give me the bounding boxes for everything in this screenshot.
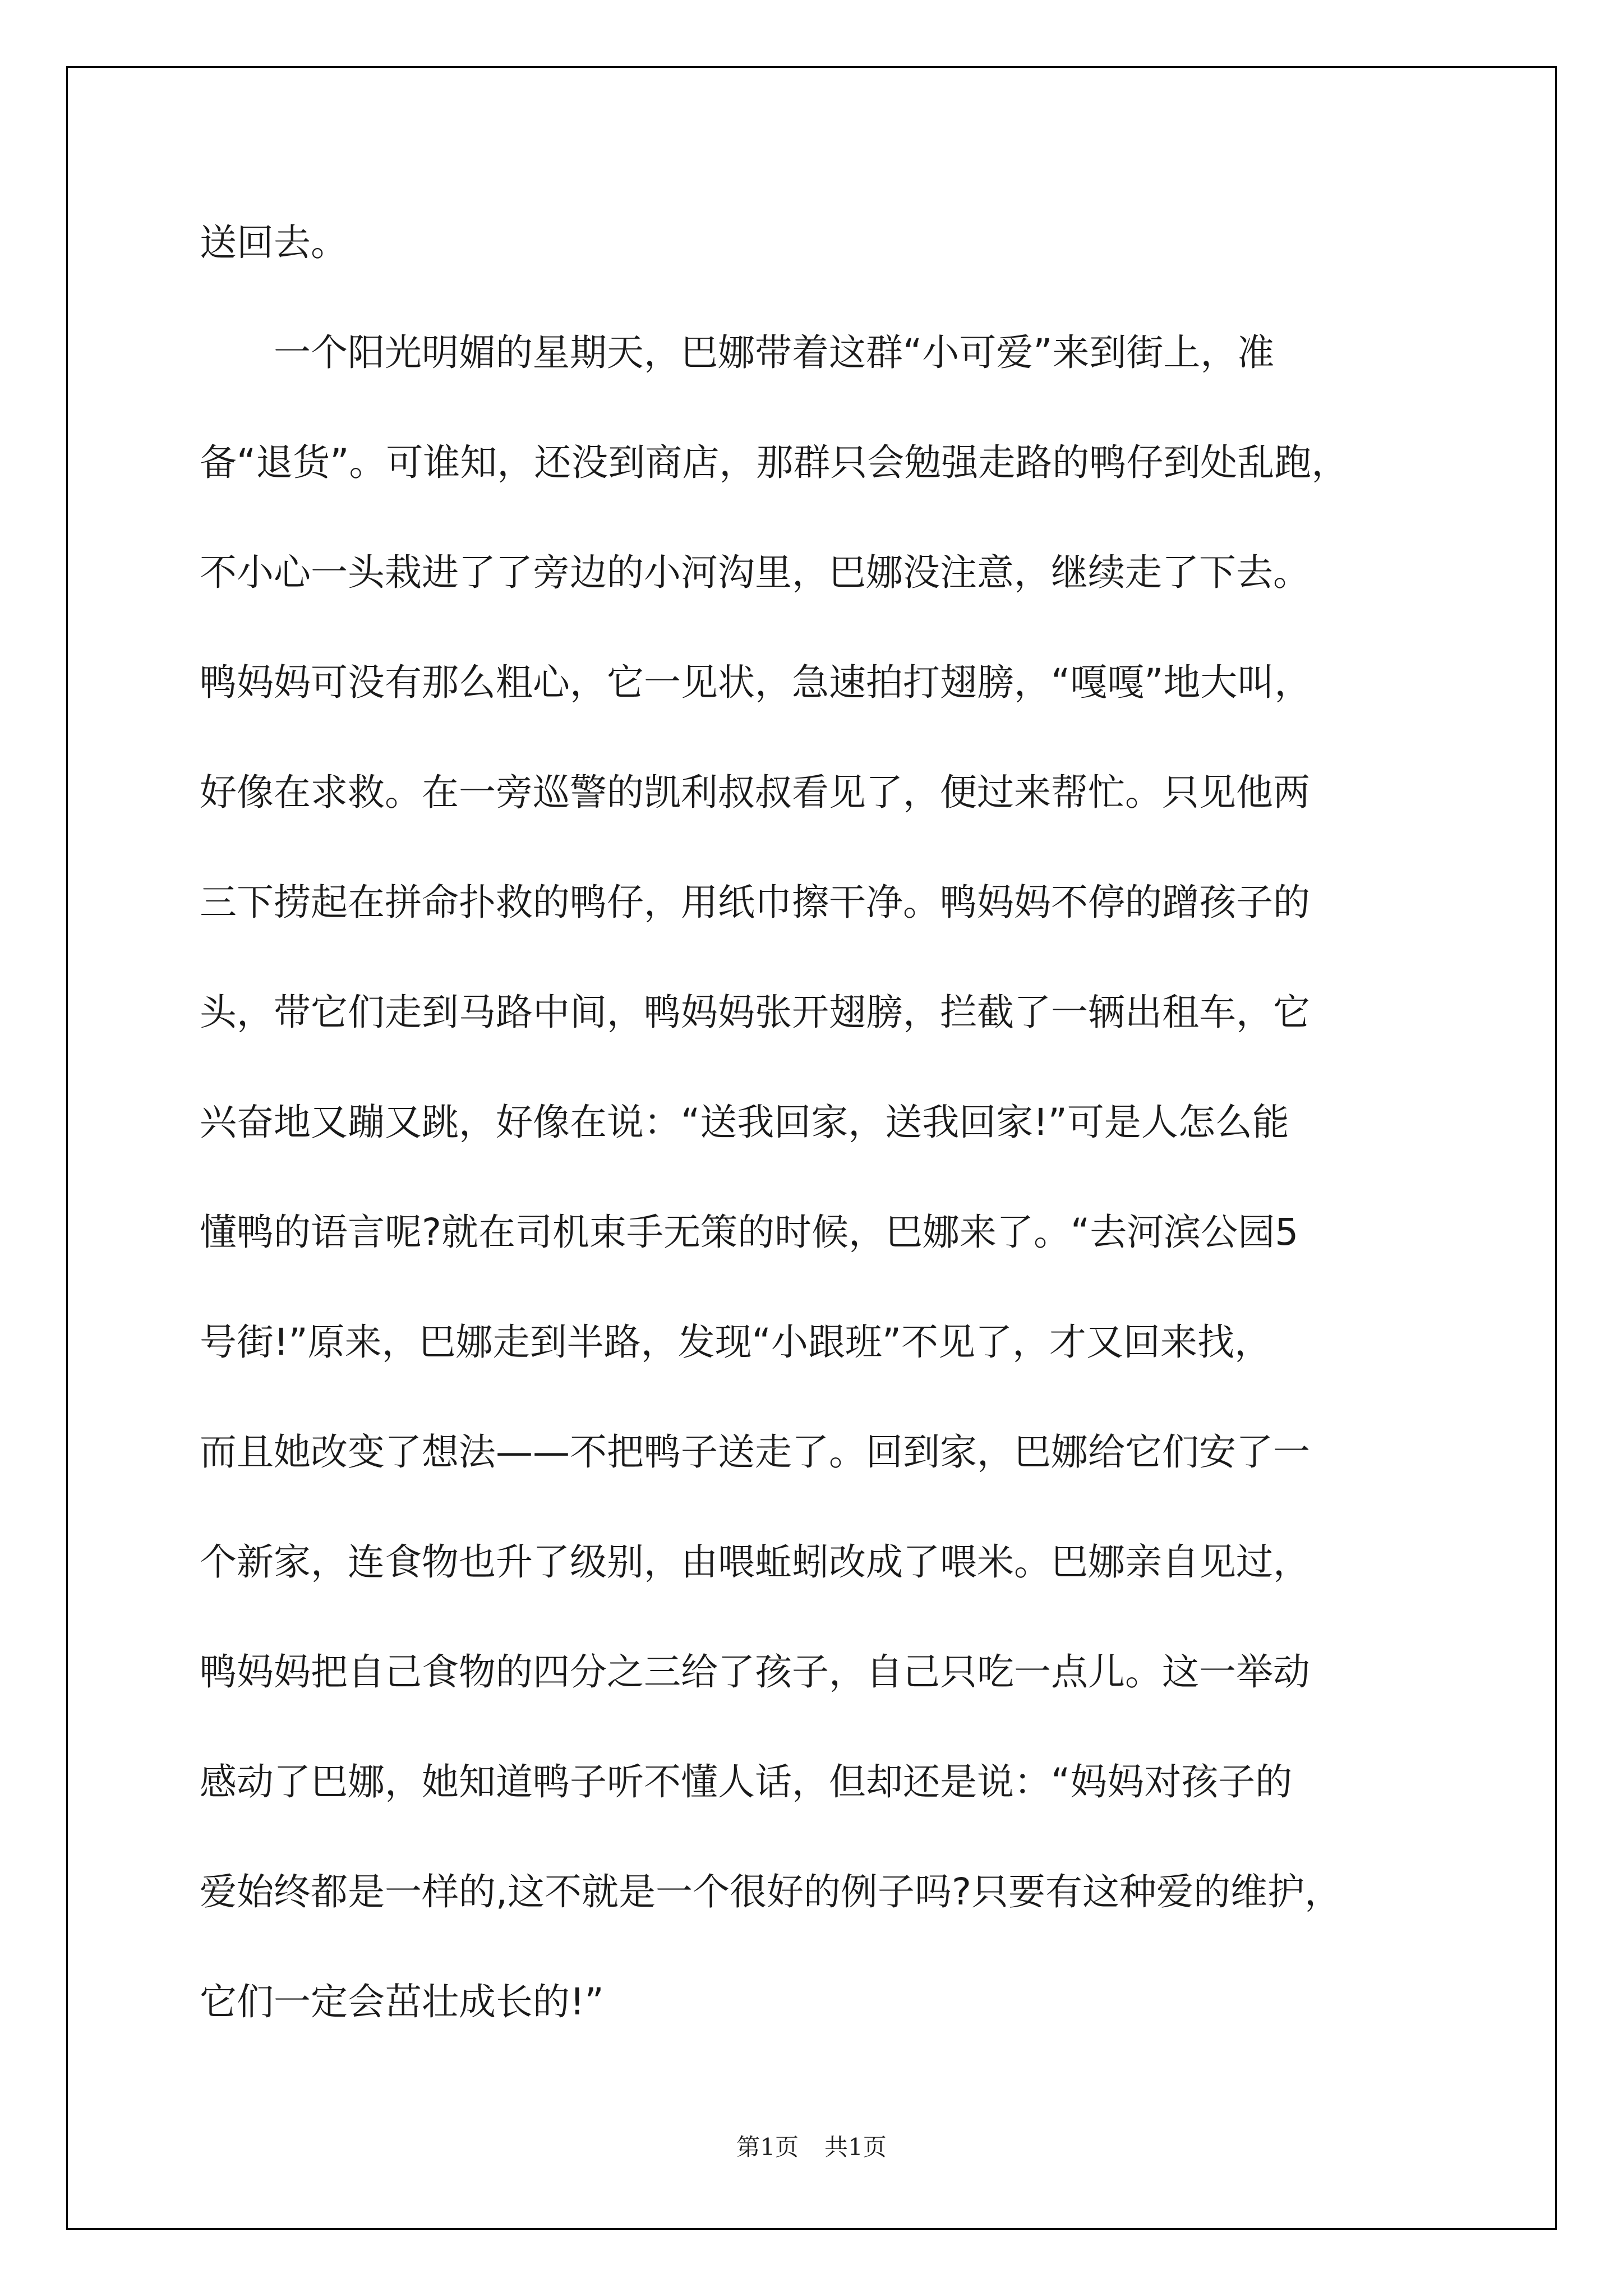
page-total: 共1页	[824, 2133, 887, 2161]
text-line: 三下捞起在拼命扑救的鸭仔，用纸巾擦干净。鸭妈妈不停的蹭孩子的	[200, 881, 1310, 924]
text-line: 兴奋地又蹦又跳，好像在说：“送我回家，送我回家!”可是人怎么能	[200, 1101, 1289, 1144]
text-line: 个新家，连食物也升了级别，由喂蚯蚓改成了喂米。巴娜亲自见过，	[200, 1540, 1310, 1584]
text-line: 它们一定会茁壮成长的!”	[200, 1980, 604, 2023]
paragraph-first-line: 一个阳光明媚的星期天，巴娜带着这群“小可爱”来到街上，准	[274, 331, 1275, 374]
text-line: 鸭妈妈把自己食物的四分之三给了孩子，自己只吃一点儿。这一举动	[200, 1650, 1310, 1694]
text-line: 懂鸭的语言呢?就在司机束手无策的时候，巴娜来了。“去河滨公园5	[200, 1211, 1299, 1254]
text-line: 鸭妈妈可没有那么粗心，它一见状，急速拍打翅膀，“嘎嘎”地大叫，	[200, 661, 1312, 704]
document-body	[200, 188, 1438, 2057]
page-footer	[0, 2129, 1623, 2162]
page-number: 第1页	[736, 2133, 799, 2161]
text-line: 爱始终都是一样的,这不就是一个很好的例子吗?只要有这种爱的维护，	[200, 1870, 1342, 1913]
text-line: 好像在求救。在一旁巡警的凯利叔叔看见了，便过来帮忙。只见他两	[200, 771, 1310, 814]
text-line: 送回去。	[200, 221, 348, 264]
text-line: 号街!”原来，巴娜走到半路，发现“小跟班”不见了，才又回来找，	[200, 1320, 1272, 1364]
text-line: 备“退货”。可谁知，还没到商店，那群只会勉强走路的鸭仔到处乱跑，	[200, 441, 1349, 484]
text-line: 而且她改变了想法——不把鸭子送走了。回到家，巴娜给它们安了一	[200, 1430, 1310, 1474]
text-line: 感动了巴娜，她知道鸭子听不懂人话，但却还是说：“妈妈对孩子的	[200, 1760, 1293, 1803]
text-line: 头，带它们走到马路中间，鸭妈妈张开翅膀，拦截了一辆出租车，它	[200, 991, 1310, 1034]
text-line: 不小心一头栽进了了旁边的小河沟里，巴娜没注意，继续走了下去。	[200, 551, 1310, 594]
